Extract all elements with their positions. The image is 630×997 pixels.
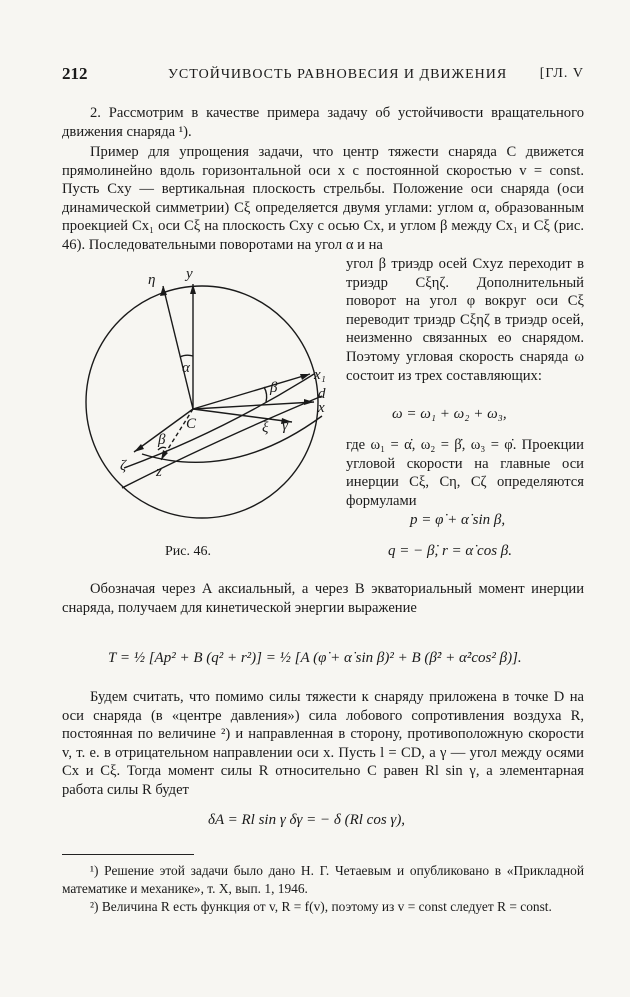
label-x1: x₁ xyxy=(314,367,326,383)
label-x: x xyxy=(318,400,325,416)
paragraph-energy: Обозначая через A аксиальный, а через B экваториальный момент инерции снаряда, получаем для кинетической энергии выражение xyxy=(62,581,584,616)
equation-p: p = φ̇ + α̇ sin β, xyxy=(410,512,506,528)
page-number: 212 xyxy=(62,64,88,83)
equation-q-r: q = − β̇, r = α̇ cos β. xyxy=(388,543,513,559)
running-header xyxy=(62,64,584,86)
eta-arrowhead xyxy=(160,286,167,296)
footnote-rule xyxy=(62,854,194,855)
label-alpha: α xyxy=(182,360,190,376)
great-circle-lower xyxy=(142,416,322,462)
sphere-diagram xyxy=(62,262,344,524)
paragraph-intro: 2. Рассмотрим в качестве примера задачу об устойчивости вращательного движения снаряда ¹). xyxy=(62,105,584,140)
equation-work: δA = Rl sin γ δγ = − δ (Rl cos γ), xyxy=(208,812,406,828)
paragraph-drag: Будем считать, что помимо силы тяжести к снаряду приложена в точке D на оси снаряда (в «центре давления») сила лобового сопротивления воздуха R, постоянная по величине ²) и направленная в сторону, противоположную скорости v, т. е. в отрицательном направлении оси x. Пусть l = CD, а γ — угол между осями Cx и Cξ. Тогда момент силы R относительно C равен Rl sin γ, а элементарная работа силы R будет xyxy=(62,689,584,798)
label-eta: η xyxy=(148,272,156,288)
eta-axis xyxy=(163,286,193,409)
label-C: C xyxy=(186,416,197,432)
alpha-arc xyxy=(180,355,193,357)
label-z: z xyxy=(156,464,162,480)
chapter-label: [ГЛ. V xyxy=(539,66,584,81)
footnote-1: ¹) Решение этой задачи было дано Н. Г. Четаевым и опубликовано в «Прикладной математике и механике», т. X, вып. 1, 1946. xyxy=(62,863,584,896)
equation-omega: ω = ω₁ + ω₂ + ω₃, xyxy=(392,406,507,422)
label-gamma: γ xyxy=(282,418,288,434)
figure-46 xyxy=(62,262,344,524)
paragraph-projections: где ω₁ = α̇, ω₂ = β̇, ω₃ = φ̇. Проекции угловой скорости на главные оси инерции Cξ, Cη, Cζ определяются формулами xyxy=(346,437,584,509)
label-beta-lower: β xyxy=(158,432,166,448)
paragraph-rotation: угол β триэдр осей Cxyz переходит в триэдр Cξηζ. Дополнительный поворот на угол φ вокруг оси Cξ переводит триэдр Cξηζ в триэдр осей, неизменно связанных ео снарядом. Поэтому угловая скорость снаряда ω состоит из трех составляющих: xyxy=(346,256,584,384)
beta-arc-upper xyxy=(264,387,267,402)
paragraph-setup: Пример для упрощения задачи, что центр тяжести снаряда C движется прямолинейно вдоль горизонтальной оси x с постоянной скоростью v = const. Пусть Cxy — вертикальная плоскость стрельбы. Положение оси снаряда (оси динамической симметрии) Cξ определяется двумя углами: углом α, образованным проекцией Cx₁ оси Cξ на плоскость Cxy с осью Cx, и углом β между Cx₁ и Cξ (рис. 46). Последовательными поворотами на угол α и на xyxy=(62,144,584,253)
footnote-2: ²) Величина R есть функция от v, R = f(v), поэтому из v = const следует R = const. xyxy=(90,899,552,914)
label-zeta: ζ xyxy=(120,458,127,474)
label-beta-upper: β xyxy=(270,380,278,396)
sphere-outline xyxy=(86,286,318,518)
label-d: d xyxy=(318,386,326,402)
figure-caption: Рис. 46. xyxy=(165,544,211,559)
y-arrowhead xyxy=(190,284,196,294)
equation-kinetic-energy: T = ½ [Ap² + B (q² + r²)] = ½ [A (φ̇ + α̇ sin β)² + B (β̇² + α̇²cos² β)]. xyxy=(108,650,522,666)
running-title: УСТОЙЧИВОСТЬ РАВНОВЕСИЯ И ДВИЖЕНИЯ xyxy=(168,67,508,82)
label-xi: ξ xyxy=(262,420,269,436)
label-y: y xyxy=(186,266,193,282)
